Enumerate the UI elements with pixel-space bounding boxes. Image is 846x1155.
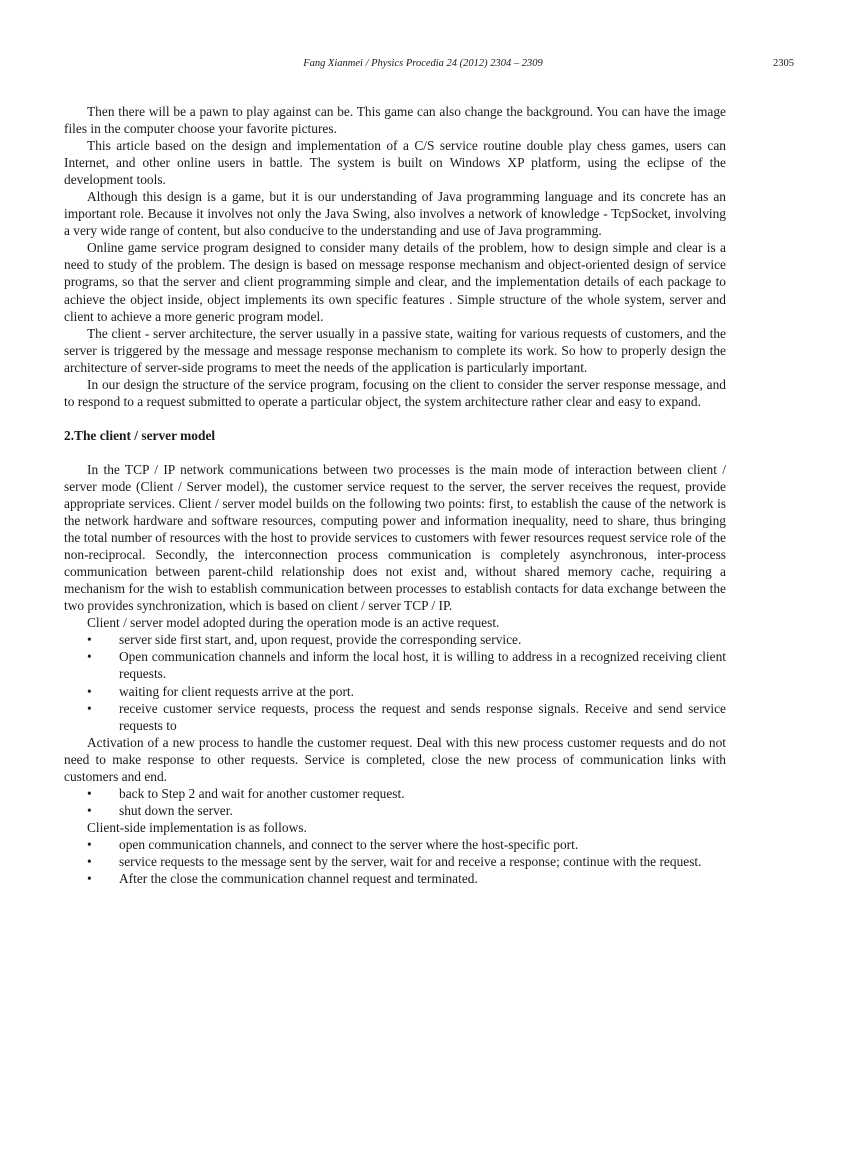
intro-paragraph: This article based on the design and implementation of a C/S service routine double play chess games, users can Internet, and other online users in battle. The system is built on Windows XP platform, using the eclipse of the development tools. (64, 138, 726, 188)
list-item-text: Open communication channels and inform the local host, it is willing to address in a recognized receiving client requests. (119, 649, 726, 682)
bullet-icon: • (87, 785, 92, 801)
list-item (64, 853, 726, 870)
list-item (64, 683, 726, 700)
bullet-icon: • (87, 683, 92, 699)
intro-paragraph: Online game service program designed to consider many details of the problem, how to design simple and clear is a need to study of the problem. The design is based on message response mechanism and object-oriented design of service programs, so that the server and client programming simple and clear, and the implementation details of each package to achieve the object inside, object implements its own specific features . Simple structure of the whole system, server and client to achieve a more generic program model. (64, 240, 726, 324)
bullet-icon: • (87, 836, 92, 852)
page-number: 2305 (773, 58, 794, 69)
list-item (64, 870, 726, 887)
section-paragraph: Client / server model adopted during the operation mode is an active request. (87, 615, 500, 631)
intro-paragraph: Then there will be a pawn to play against can be. This game can also change the background. You can have the image files in the computer choose your favorite pictures. (64, 104, 726, 137)
section-heading: 2.The client / server model (64, 427, 216, 443)
list-item-text: open communication channels, and connect to the server where the host-specific port. (119, 836, 579, 852)
bullet-icon: • (87, 802, 92, 818)
list-item-text: back to Step 2 and wait for another customer request. (119, 785, 405, 801)
list-item-text: After the close the communication channel request and terminated. (119, 871, 478, 887)
list-item (64, 648, 726, 682)
list-item (64, 836, 726, 853)
bullet-icon: • (87, 649, 92, 665)
list-item-text: service requests to the message sent by the server, wait for and receive a response; continue with the request. (119, 853, 702, 869)
article-body (64, 103, 726, 887)
list-item-text: shut down the server. (119, 802, 233, 818)
list-item (64, 700, 726, 734)
intro-paragraph: Although this design is a game, but it is our understanding of Java programming language and its concrete has an important role. Because it involves not only the Java Swing, also involves a network of knowledge - TcpSocket, involving a very wide range of content, but also conducive to the understanding and use of Java programming. (64, 189, 726, 239)
running-head: Fang Xianmei / Physics Procedia 24 (2012) 2304 – 2309 (303, 58, 543, 69)
page-header (0, 58, 846, 74)
bullet-icon: • (87, 853, 92, 869)
list-item-text: server side first start, and, upon request, provide the corresponding service. (119, 632, 522, 648)
section-paragraph: Activation of a new process to handle the customer request. Deal with this new process customer requests and do not need to make response to other requests. Service is completed, close the new process of communication links with customers and end. (64, 734, 726, 784)
bullet-icon: • (87, 700, 92, 716)
list-item (64, 785, 726, 802)
bullet-icon: • (87, 871, 92, 887)
section-paragraph: In the TCP / IP network communications between two processes is the main mode of interaction between client / server mode (Client / Server model), the customer service request to the server, the server receives the request, provide appropriate services. Client / server model builds on the following two points: first, to establish the cause of the network is the network hardware and software resources, computing power and information inequality, need to share, thus bringing the total number of resources with the host to provide services to customers with fewer resources request service role of the non-reciprocal. Secondly, the interconnection process communication is completely asynchronous, inter-process communication between parent-child relationship does not exist and, without shared memory cache, requiring a mechanism for the wish to establish communication between processes to establish contacts for data exchange between the two provides synchronization, which is based on client / server TCP / IP. (64, 461, 726, 614)
list-item-text: receive customer service requests, process the request and sends response signals. Receive and send service requests to (119, 700, 726, 733)
intro-paragraph: The client - server architecture, the server usually in a passive state, waiting for various requests of customers, and the server is triggered by the message and message response mechanism to complete its work. So how to properly design the architecture of server-side programs to meet the needs of the application is particularly important. (64, 325, 726, 375)
section-paragraph: Client-side implementation is as follows. (87, 819, 307, 835)
list-item-text: waiting for client requests arrive at the port. (119, 683, 354, 699)
list-item (64, 631, 726, 648)
intro-paragraph: In our design the structure of the service program, focusing on the client to consider the server response message, and to respond to a request submitted to operate a particular object, the system architecture rather clear and easy to expand. (64, 376, 726, 409)
list-item (64, 802, 726, 819)
bullet-icon: • (87, 632, 92, 648)
